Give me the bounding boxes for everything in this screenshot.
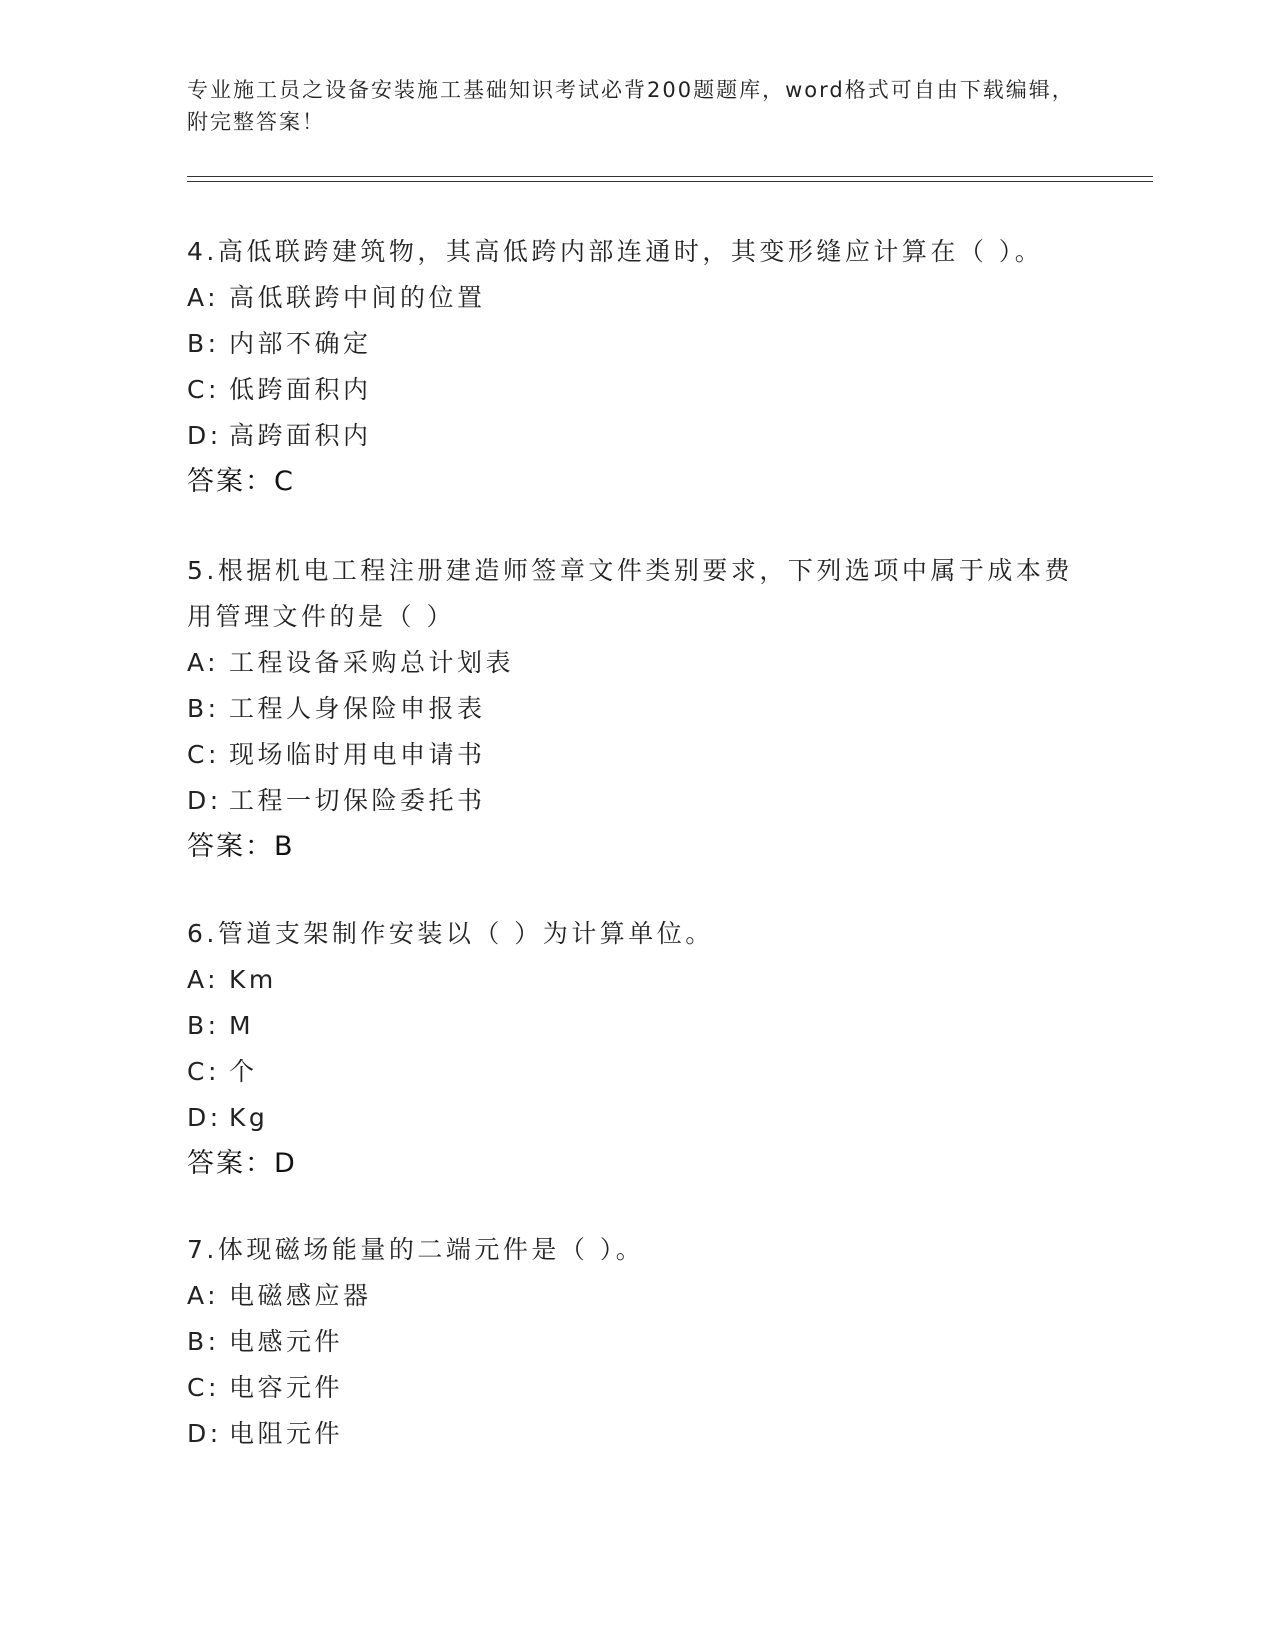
option-a <box>187 275 1087 321</box>
option-key: C: <box>187 1057 220 1086</box>
question-6 <box>187 911 1087 1187</box>
question-7 <box>187 1227 1087 1457</box>
option-b <box>187 686 1087 732</box>
option-key: B: <box>187 1327 220 1356</box>
option-d <box>187 413 1087 459</box>
option-b <box>187 1003 1087 1049</box>
document-header: 专业施工员之设备安装施工基础知识考试必背200题题库，word格式可自由下载编辑，附完整答案！ <box>187 78 1075 134</box>
option-key: B: <box>187 694 220 723</box>
option-key: B: <box>187 329 220 358</box>
option-a <box>187 957 1087 1003</box>
option-key: D: <box>187 1419 222 1448</box>
option-key: C: <box>187 740 220 769</box>
option-key: D: <box>187 786 222 815</box>
option-c <box>187 1049 1087 1095</box>
option-text: M <box>229 1011 255 1040</box>
option-d <box>187 1411 1087 1457</box>
option-text: Km <box>229 965 277 994</box>
option-d <box>187 778 1087 824</box>
option-text: 电阻元件 <box>229 1419 344 1448</box>
option-text: 电感元件 <box>229 1327 344 1356</box>
option-b <box>187 1319 1087 1365</box>
header-divider-bottom <box>187 181 1153 182</box>
option-text: 低跨面积内 <box>229 375 372 404</box>
option-text: 工程一切保险委托书 <box>229 786 486 815</box>
question-5 <box>187 548 1087 870</box>
option-key: A: <box>187 283 220 312</box>
question-stem: 7.体现磁场能量的二端元件是（ ）。 <box>187 1235 645 1264</box>
option-text: 内部不确定 <box>229 329 372 358</box>
option-b <box>187 321 1087 367</box>
option-key: A: <box>187 965 220 994</box>
question-stem: 6.管道支架制作安装以（ ）为计算单位。 <box>187 919 714 948</box>
option-text: 电容元件 <box>229 1373 344 1402</box>
option-text: 高跨面积内 <box>229 421 372 450</box>
answer-line: 答案：C <box>187 466 295 497</box>
option-key: A: <box>187 1281 220 1310</box>
answer-line: 答案：D <box>187 1148 297 1179</box>
option-text: Kg <box>229 1103 269 1132</box>
option-text: 现场临时用电申请书 <box>229 740 486 769</box>
option-text: 工程人身保险申报表 <box>229 694 486 723</box>
answer-line: 答案：B <box>187 831 295 862</box>
option-c <box>187 1365 1087 1411</box>
question-stem: 5.根据机电工程注册建造师签章文件类别要求，下列选项中属于成本费用管理文件的是（ ） <box>187 556 1073 631</box>
option-text: 电磁感应器 <box>229 1281 372 1310</box>
question-4 <box>187 229 1087 505</box>
option-text: 高低联跨中间的位置 <box>229 283 486 312</box>
option-c <box>187 367 1087 413</box>
option-d <box>187 1095 1087 1141</box>
option-text: 工程设备采购总计划表 <box>229 648 515 677</box>
header-divider-top <box>187 176 1153 177</box>
option-key: B: <box>187 1011 220 1040</box>
option-key: D: <box>187 1103 222 1132</box>
option-key: C: <box>187 375 220 404</box>
option-a <box>187 1273 1087 1319</box>
option-c <box>187 732 1087 778</box>
question-stem: 4.高低联跨建筑物，其高低跨内部连通时，其变形缝应计算在（ ）。 <box>187 237 1044 266</box>
option-text: 个 <box>229 1057 258 1086</box>
option-key: D: <box>187 421 222 450</box>
option-key: C: <box>187 1373 220 1402</box>
option-a <box>187 640 1087 686</box>
option-key: A: <box>187 648 220 677</box>
